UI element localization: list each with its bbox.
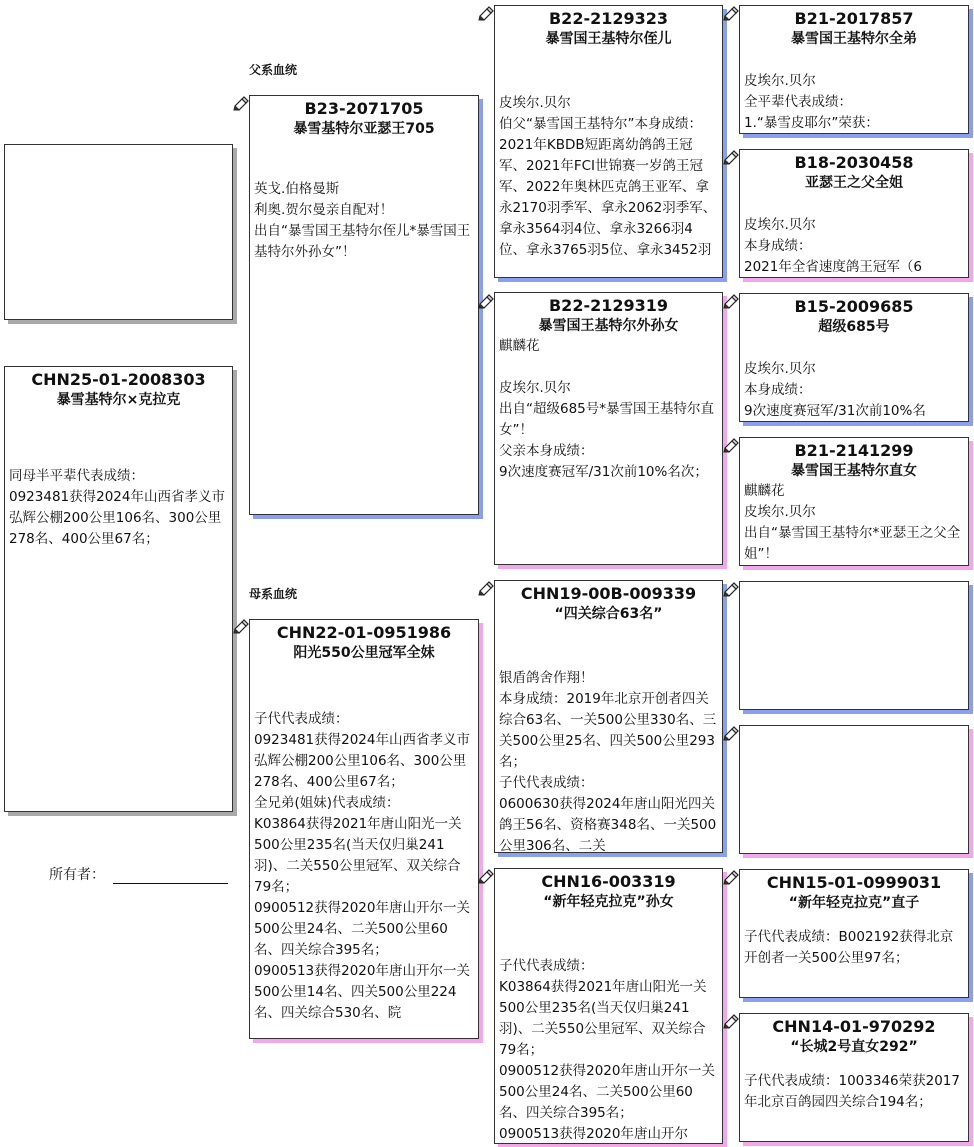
subject-ring: CHN25-01-2008303 [31,370,206,389]
dss-card-empty[interactable] [739,581,969,710]
dam-dam-note: 子代代表成绩： K03864获得2021年唐山阳光一关500公里235名(当天仅归巢241羽)、二关550公里冠军、双关综合79名； 0900512获得2020年唐山开尔一关500公里24名、二关500公里60名、四关综合395名； 0900513获得2020年唐山开尔 [499,958,715,1142]
dds-note: 子代代表成绩：B002192获得北京开创者一关500公里97名； [744,929,954,966]
sire-dam-note: 麒麟花 皮埃尔.贝尔 出自“超级685号*暴雪国王基特尔直女”！ 父亲本身成绩： 9次速度赛冠军/31次前10%名次； [499,338,715,480]
dds-card[interactable] [739,869,969,998]
edit-pencil-icon[interactable] [478,868,494,884]
ddd-card[interactable] [739,1013,969,1142]
dam-sire-note: 银盾鸽舍作翔！ 本身成绩：2019年北京开创者四关综合63名、一关500公里330名、三关500公里25名、四关500公里293名； 子代代表成绩： 0600630获得2024年唐山阳光四关鸽王56名、资格赛348名、一关500公里306名、二关 [499,670,717,853]
dam-note: 子代代表成绩： 0923481获得2024年山西省孝义市弘辉公棚200公里106名、300公里278名、400公里67名； 全兄弟(姐妹)代表成绩： K03864获得2021年唐山阳光一关500公里235名(当天仅归巢241羽)、二关550公里冠军、双关综合79名； 0900512获得2020年唐山开尔一关500公里24名、二关500公里60名、四关综合395名； 0900513获得2020年唐山开尔一关500公里14名、四关500公里224名、四关综合530名、院 [254,711,470,1021]
edit-pencil-icon[interactable] [723,1013,739,1029]
sire-dam-name: 暴雪国王基特尔外孙女 [538,318,679,334]
sdd-ring: B21-2141299 [794,441,914,460]
sds-note: 皮埃尔.贝尔 本身成绩： 9次速度赛冠军/31次前10%名 [744,361,926,419]
dsd-card-empty[interactable] [739,725,969,854]
edit-pencil-icon[interactable] [478,293,494,309]
sire-section-label: 父系血统 [249,63,298,77]
owner-label: 所有者： [49,867,105,883]
ssd-note: 皮埃尔.贝尔 本身成绩： 2021年全省速度鸽王冠军（6 [744,217,922,275]
edit-pencil-icon[interactable] [723,149,739,165]
ssd-ring: B18-2030458 [794,153,914,172]
sire-sire-note: 皮埃尔.贝尔 伯父“暴雪国王基特尔”本身成绩：2021年KBDB短距离幼鸽鸽王冠军、2021年FCI世锦赛一岁鸽王冠军、2022年奥林匹克鸽王亚军、拿永2170羽季军、拿永2062羽季军、拿永3564羽4位、拿永3266羽4位、拿永3765羽5位、拿永3452羽 [499,95,717,258]
edit-pencil-icon[interactable] [723,5,739,21]
sire-name: 暴雪基特尔亚瑟王705 [293,121,435,137]
sds-card[interactable] [739,293,969,422]
pigeon-photo-frame [4,144,233,320]
sss-name: 暴雪国王基特尔全弟 [791,31,917,47]
ssd-name: 亚瑟王之父全姐 [805,175,903,191]
sdd-card[interactable] [739,437,969,566]
sire-dam-ring: B22-2129319 [548,296,669,315]
sds-name: 超级685号 [818,319,890,335]
dam-dam-ring: CHN16-003319 [541,872,676,891]
dam-ring: CHN22-01-0951986 [276,623,452,642]
edit-pencil-icon[interactable] [478,5,494,21]
edit-pencil-icon[interactable] [233,95,249,111]
dam-sire-card[interactable] [494,580,723,853]
subject-note: 同母半平辈代表成绩： 0923481获得2024年山西省孝义市弘辉公棚200公里106名、300公里278名、400公里67名； [9,468,225,547]
ddd-ring: CHN14-01-970292 [772,1017,936,1036]
sire-sire-name: 暴雪国王基特尔侄儿 [545,31,672,47]
dam-name: 阳光550公里冠军全妹 [293,645,435,661]
sire-note: 英戈.伯格曼斯 利奥.贺尔曼亲自配对！ 出自“暴雪国王基特尔侄儿*暴雪国王基特尔外孙女”！ [254,181,471,260]
edit-pencil-icon[interactable] [478,580,494,596]
sss-card[interactable] [739,5,969,134]
sss-ring: B21-2017857 [794,9,914,28]
dam-card[interactable] [249,619,479,1039]
ssd-card[interactable] [739,149,969,278]
dam-section-label: 母系血统 [249,587,298,601]
sds-ring: B15-2009685 [794,297,914,316]
dds-ring: CHN15-01-0999031 [766,873,942,892]
edit-pencil-icon[interactable] [723,293,739,309]
sdd-name: 暴雪国王基特尔直女 [791,463,917,479]
edit-pencil-icon[interactable] [723,581,739,597]
subject-name: 暴雪基特尔×克拉克 [56,392,181,408]
edit-pencil-icon[interactable] [233,618,249,634]
edit-pencil-icon[interactable] [723,869,739,885]
sire-ring: B23-2071705 [304,99,424,118]
edit-pencil-icon[interactable] [723,725,739,741]
edit-pencil-icon[interactable] [723,437,739,453]
sdd-note: 麒麟花 皮埃尔.贝尔 出自“暴雪国王基特尔*亚瑟王之父全姐”！ [744,483,961,562]
dam-sire-name: “四关综合63名” [554,606,663,622]
sss-note: 皮埃尔.贝尔 全平辈代表成绩： 1.“暴雪皮耶尔”荣获： [744,73,879,131]
dds-name: “新年轻克拉克”直子 [788,895,920,911]
sire-card[interactable] [249,95,479,515]
subject-card[interactable] [4,366,233,812]
sire-sire-ring: B22-2129323 [548,9,669,28]
sire-sire-card[interactable] [494,5,723,278]
dam-dam-card[interactable] [494,868,723,1144]
dam-sire-ring: CHN19-00B-009339 [520,584,697,603]
dam-dam-name: “新年轻克拉克”孙女 [543,894,674,910]
owner-field[interactable] [113,883,228,884]
ddd-name: “长城2号直女292” [790,1039,918,1055]
sire-dam-card[interactable] [494,292,723,565]
ddd-note: 子代代表成绩：1003346荣获2017年北京百鸽园四关综合194名； [744,1073,960,1110]
